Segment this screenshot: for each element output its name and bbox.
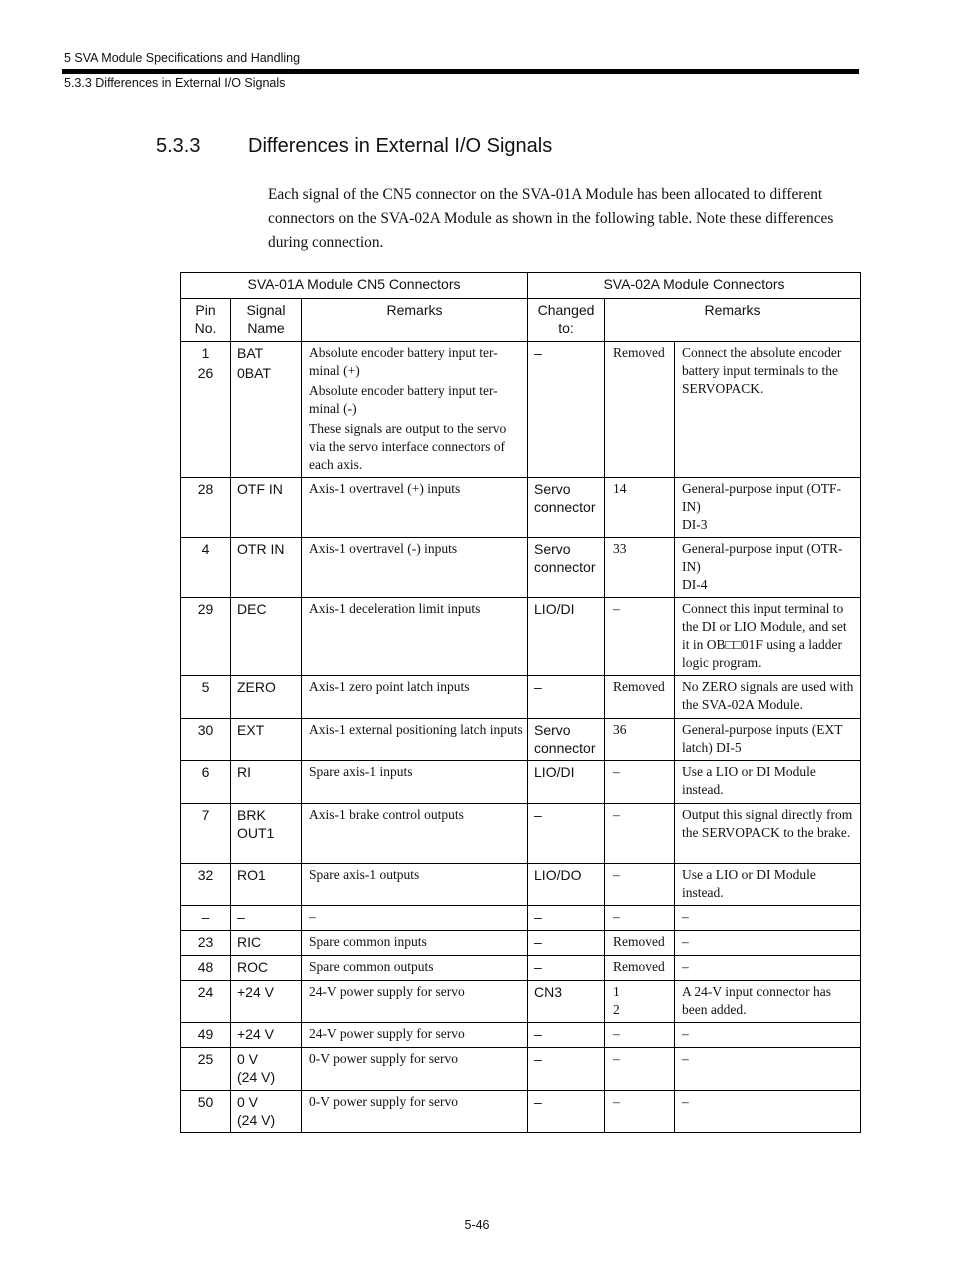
- pin-cell: [181, 342, 231, 478]
- remarks-02a-cell: A 24-V input connector has been added.: [675, 981, 861, 1023]
- signal-name: OUT1: [237, 825, 275, 841]
- signal-name: 0BAT: [237, 365, 271, 381]
- new-pin-number: 2: [613, 1002, 620, 1017]
- remarks-01a-cell: Spare common outputs: [302, 956, 528, 981]
- remarks-line: These signals are output to the servo via the servo interface connectors of each axis.: [309, 421, 507, 472]
- pin-cell: 32: [181, 864, 231, 906]
- remarks-01a-cell: Axis-1 deceleration limit inputs: [302, 598, 528, 676]
- signal-name: 0 V: [237, 1094, 259, 1110]
- new-pin-cell: –: [605, 864, 675, 906]
- changed-to-cell: Servo connector: [528, 478, 605, 538]
- new-pin-number: 1: [613, 984, 620, 999]
- running-header-chapter: 5 SVA Module Specifications and Handling: [64, 51, 301, 65]
- remarks-02a-cell: General-purpose inputs (EXT latch) DI-5: [675, 719, 861, 761]
- header-rule: [62, 69, 859, 74]
- col-header-pin: Pin No.: [181, 299, 231, 342]
- pin-number: 1: [201, 345, 210, 361]
- signal-name: BRK: [237, 807, 266, 823]
- pin-cell: 49: [181, 1023, 231, 1048]
- signal-name: (24 V): [237, 1069, 276, 1085]
- pin-cell: 24: [181, 981, 231, 1023]
- signal-cell: [231, 342, 302, 478]
- remarks-01a-cell: 24-V power supply for servo: [302, 981, 528, 1023]
- signal-cell: OTF IN: [231, 478, 302, 538]
- new-pin-cell: Removed: [605, 931, 675, 956]
- pin-cell: –: [181, 906, 231, 931]
- group-header-sva02a: SVA-02A Module Connectors: [528, 273, 861, 299]
- signal-name: 0 V: [237, 1051, 259, 1067]
- pin-cell: 5: [181, 676, 231, 719]
- pin-cell: 6: [181, 761, 231, 804]
- new-pin-cell: –: [605, 761, 675, 804]
- remarks-02a-cell: –: [675, 1023, 861, 1048]
- new-pin-cell: 33: [605, 538, 675, 598]
- table-row: [181, 676, 861, 719]
- remarks-01a-cell: Spare axis-1 outputs: [302, 864, 528, 906]
- remarks-line: Absolute encoder battery input ter-minal (-): [309, 383, 498, 416]
- remarks-01a-cell: Axis-1 brake control outputs: [302, 804, 528, 864]
- remarks-02a-cell: Use a LIO or DI Module instead.: [675, 864, 861, 906]
- signal-cell: [231, 1048, 302, 1091]
- changed-to-cell: –: [528, 1048, 605, 1091]
- signal-cell: RI: [231, 761, 302, 804]
- remarks-02a-cell: –: [675, 906, 861, 931]
- table-row: [181, 804, 861, 864]
- signal-name: BAT: [237, 345, 264, 361]
- signal-cell: EXT: [231, 719, 302, 761]
- signal-cell: OTR IN: [231, 538, 302, 598]
- col-header-remarks-01a: Remarks: [302, 299, 528, 342]
- table-row: [181, 956, 861, 981]
- table-row: [181, 342, 861, 478]
- table-row: [181, 1048, 861, 1091]
- table-row: [181, 1091, 861, 1133]
- remarks-02a-cell: Connect this input terminal to the DI or LIO Module, and set it in OB□□01F using a ladder logic program.: [675, 598, 861, 676]
- col-header-changed-to: Changed to:: [528, 299, 605, 342]
- remarks-02a-cell: –: [675, 1048, 861, 1091]
- remarks-02a-cell: No ZERO signals are used with the SVA-02A Module.: [675, 676, 861, 719]
- remarks-line: DI-4: [682, 577, 708, 592]
- new-pin-cell: –: [605, 1091, 675, 1133]
- page-number: 5-46: [464, 1218, 490, 1232]
- remarks-02a-cell: –: [675, 1091, 861, 1133]
- pin-cell: 48: [181, 956, 231, 981]
- pin-number: 26: [197, 365, 214, 381]
- table-row: [181, 981, 861, 1023]
- signal-cell: DEC: [231, 598, 302, 676]
- changed-to-cell: CN3: [528, 981, 605, 1023]
- new-pin-cell: 36: [605, 719, 675, 761]
- group-header-sva01a: SVA-01A Module CN5 Connectors: [181, 273, 528, 299]
- new-pin-cell: –: [605, 1048, 675, 1091]
- new-pin-cell: –: [605, 598, 675, 676]
- table-row: [181, 906, 861, 931]
- remarks-02a-cell: –: [675, 956, 861, 981]
- new-pin-cell: Removed: [605, 956, 675, 981]
- signal-cell: +24 V: [231, 981, 302, 1023]
- table-row: [181, 538, 861, 598]
- remarks-01a-cell: Axis-1 overtravel (-) inputs: [302, 538, 528, 598]
- pin-cell: 50: [181, 1091, 231, 1133]
- signal-cell: [231, 1091, 302, 1133]
- remarks-01a-cell: Axis-1 overtravel (+) inputs: [302, 478, 528, 538]
- table-row: [181, 719, 861, 761]
- pin-cell: 28: [181, 478, 231, 538]
- remarks-02a-cell: Use a LIO or DI Module instead.: [675, 761, 861, 804]
- section-number: 5.3.3: [156, 135, 201, 157]
- changed-to-cell: –: [528, 804, 605, 864]
- pin-cell: 25: [181, 1048, 231, 1091]
- signal-cell: +24 V: [231, 1023, 302, 1048]
- remarks-01a-cell: –: [302, 906, 528, 931]
- pin-cell: 23: [181, 931, 231, 956]
- pin-cell: 29: [181, 598, 231, 676]
- remarks-01a-cell: Axis-1 zero point latch inputs: [302, 676, 528, 719]
- pin-cell: 30: [181, 719, 231, 761]
- section-title: [156, 135, 552, 158]
- new-pin-cell: [605, 981, 675, 1023]
- table-row: [181, 598, 861, 676]
- new-pin-cell: Removed: [605, 676, 675, 719]
- pin-cell: 4: [181, 538, 231, 598]
- remarks-01a-cell: Spare axis-1 inputs: [302, 761, 528, 804]
- intro-paragraph: Each signal of the CN5 connector on the SVA-01A Module has been allocated to different connectors on the SVA-02A Module as shown in the following table. Note these differences during connection.: [268, 186, 834, 251]
- remarks-line: General-purpose input (OTR-IN): [682, 541, 843, 574]
- remarks-02a-cell: Output this signal directly from the SERVOPACK to the brake.: [675, 804, 861, 864]
- changed-to-cell: –: [528, 931, 605, 956]
- running-header-subsection: 5.3.3 Differences in External I/O Signals: [64, 76, 286, 90]
- pin-cell: 7: [181, 804, 231, 864]
- remarks-line: General-purpose input (OTF-IN): [682, 481, 841, 514]
- new-pin-cell: –: [605, 1023, 675, 1048]
- new-pin-cell: –: [605, 906, 675, 931]
- table-group-header-row: [181, 273, 861, 299]
- changed-to-cell: –: [528, 342, 605, 478]
- remarks-01a-cell: 24-V power supply for servo: [302, 1023, 528, 1048]
- signal-cell: RIC: [231, 931, 302, 956]
- table-column-header-row: [181, 299, 861, 342]
- changed-to-cell: LIO/DO: [528, 864, 605, 906]
- signal-cell: RO1: [231, 864, 302, 906]
- table-row: [181, 1023, 861, 1048]
- table-row: [181, 864, 861, 906]
- remarks-01a-cell: 0-V power supply for servo: [302, 1048, 528, 1091]
- changed-to-cell: –: [528, 676, 605, 719]
- remarks-01a-cell: Spare common inputs: [302, 931, 528, 956]
- remarks-02a-cell: [675, 478, 861, 538]
- remarks-line: Absolute encoder battery input ter-minal (+): [309, 345, 498, 378]
- changed-to-cell: –: [528, 956, 605, 981]
- col-header-signal: Signal Name: [231, 299, 302, 342]
- col-header-remarks-02a: Remarks: [605, 299, 861, 342]
- new-pin-cell: –: [605, 804, 675, 864]
- signal-cell: [231, 804, 302, 864]
- table-row: [181, 478, 861, 538]
- changed-to-cell: –: [528, 1023, 605, 1048]
- section-title-text: Differences in External I/O Signals: [248, 135, 553, 157]
- changed-to-cell: LIO/DI: [528, 598, 605, 676]
- changed-to-cell: LIO/DI: [528, 761, 605, 804]
- remarks-01a-cell: Axis-1 external positioning latch inputs: [302, 719, 528, 761]
- new-pin-cell: 14: [605, 478, 675, 538]
- remarks-01a-cell: 0-V power supply for servo: [302, 1091, 528, 1133]
- signal-cell: ROC: [231, 956, 302, 981]
- remarks-02a-cell: –: [675, 931, 861, 956]
- table-row: [181, 761, 861, 804]
- signal-differences-table: [180, 272, 861, 1133]
- changed-to-cell: Servo connector: [528, 719, 605, 761]
- remarks-01a-cell: [302, 342, 528, 478]
- remarks-line: DI-3: [682, 517, 708, 532]
- signal-cell: ZERO: [231, 676, 302, 719]
- new-pin-cell: Removed: [605, 342, 675, 478]
- changed-to-cell: –: [528, 1091, 605, 1133]
- changed-to-cell: Servo connector: [528, 538, 605, 598]
- table-row: [181, 931, 861, 956]
- changed-to-cell: –: [528, 906, 605, 931]
- signal-cell: –: [231, 906, 302, 931]
- remarks-02a-cell: [675, 538, 861, 598]
- remarks-02a-cell: Connect the absolute encoder battery input terminals to the SERVOPACK.: [675, 342, 861, 478]
- signal-name: (24 V): [237, 1112, 276, 1128]
